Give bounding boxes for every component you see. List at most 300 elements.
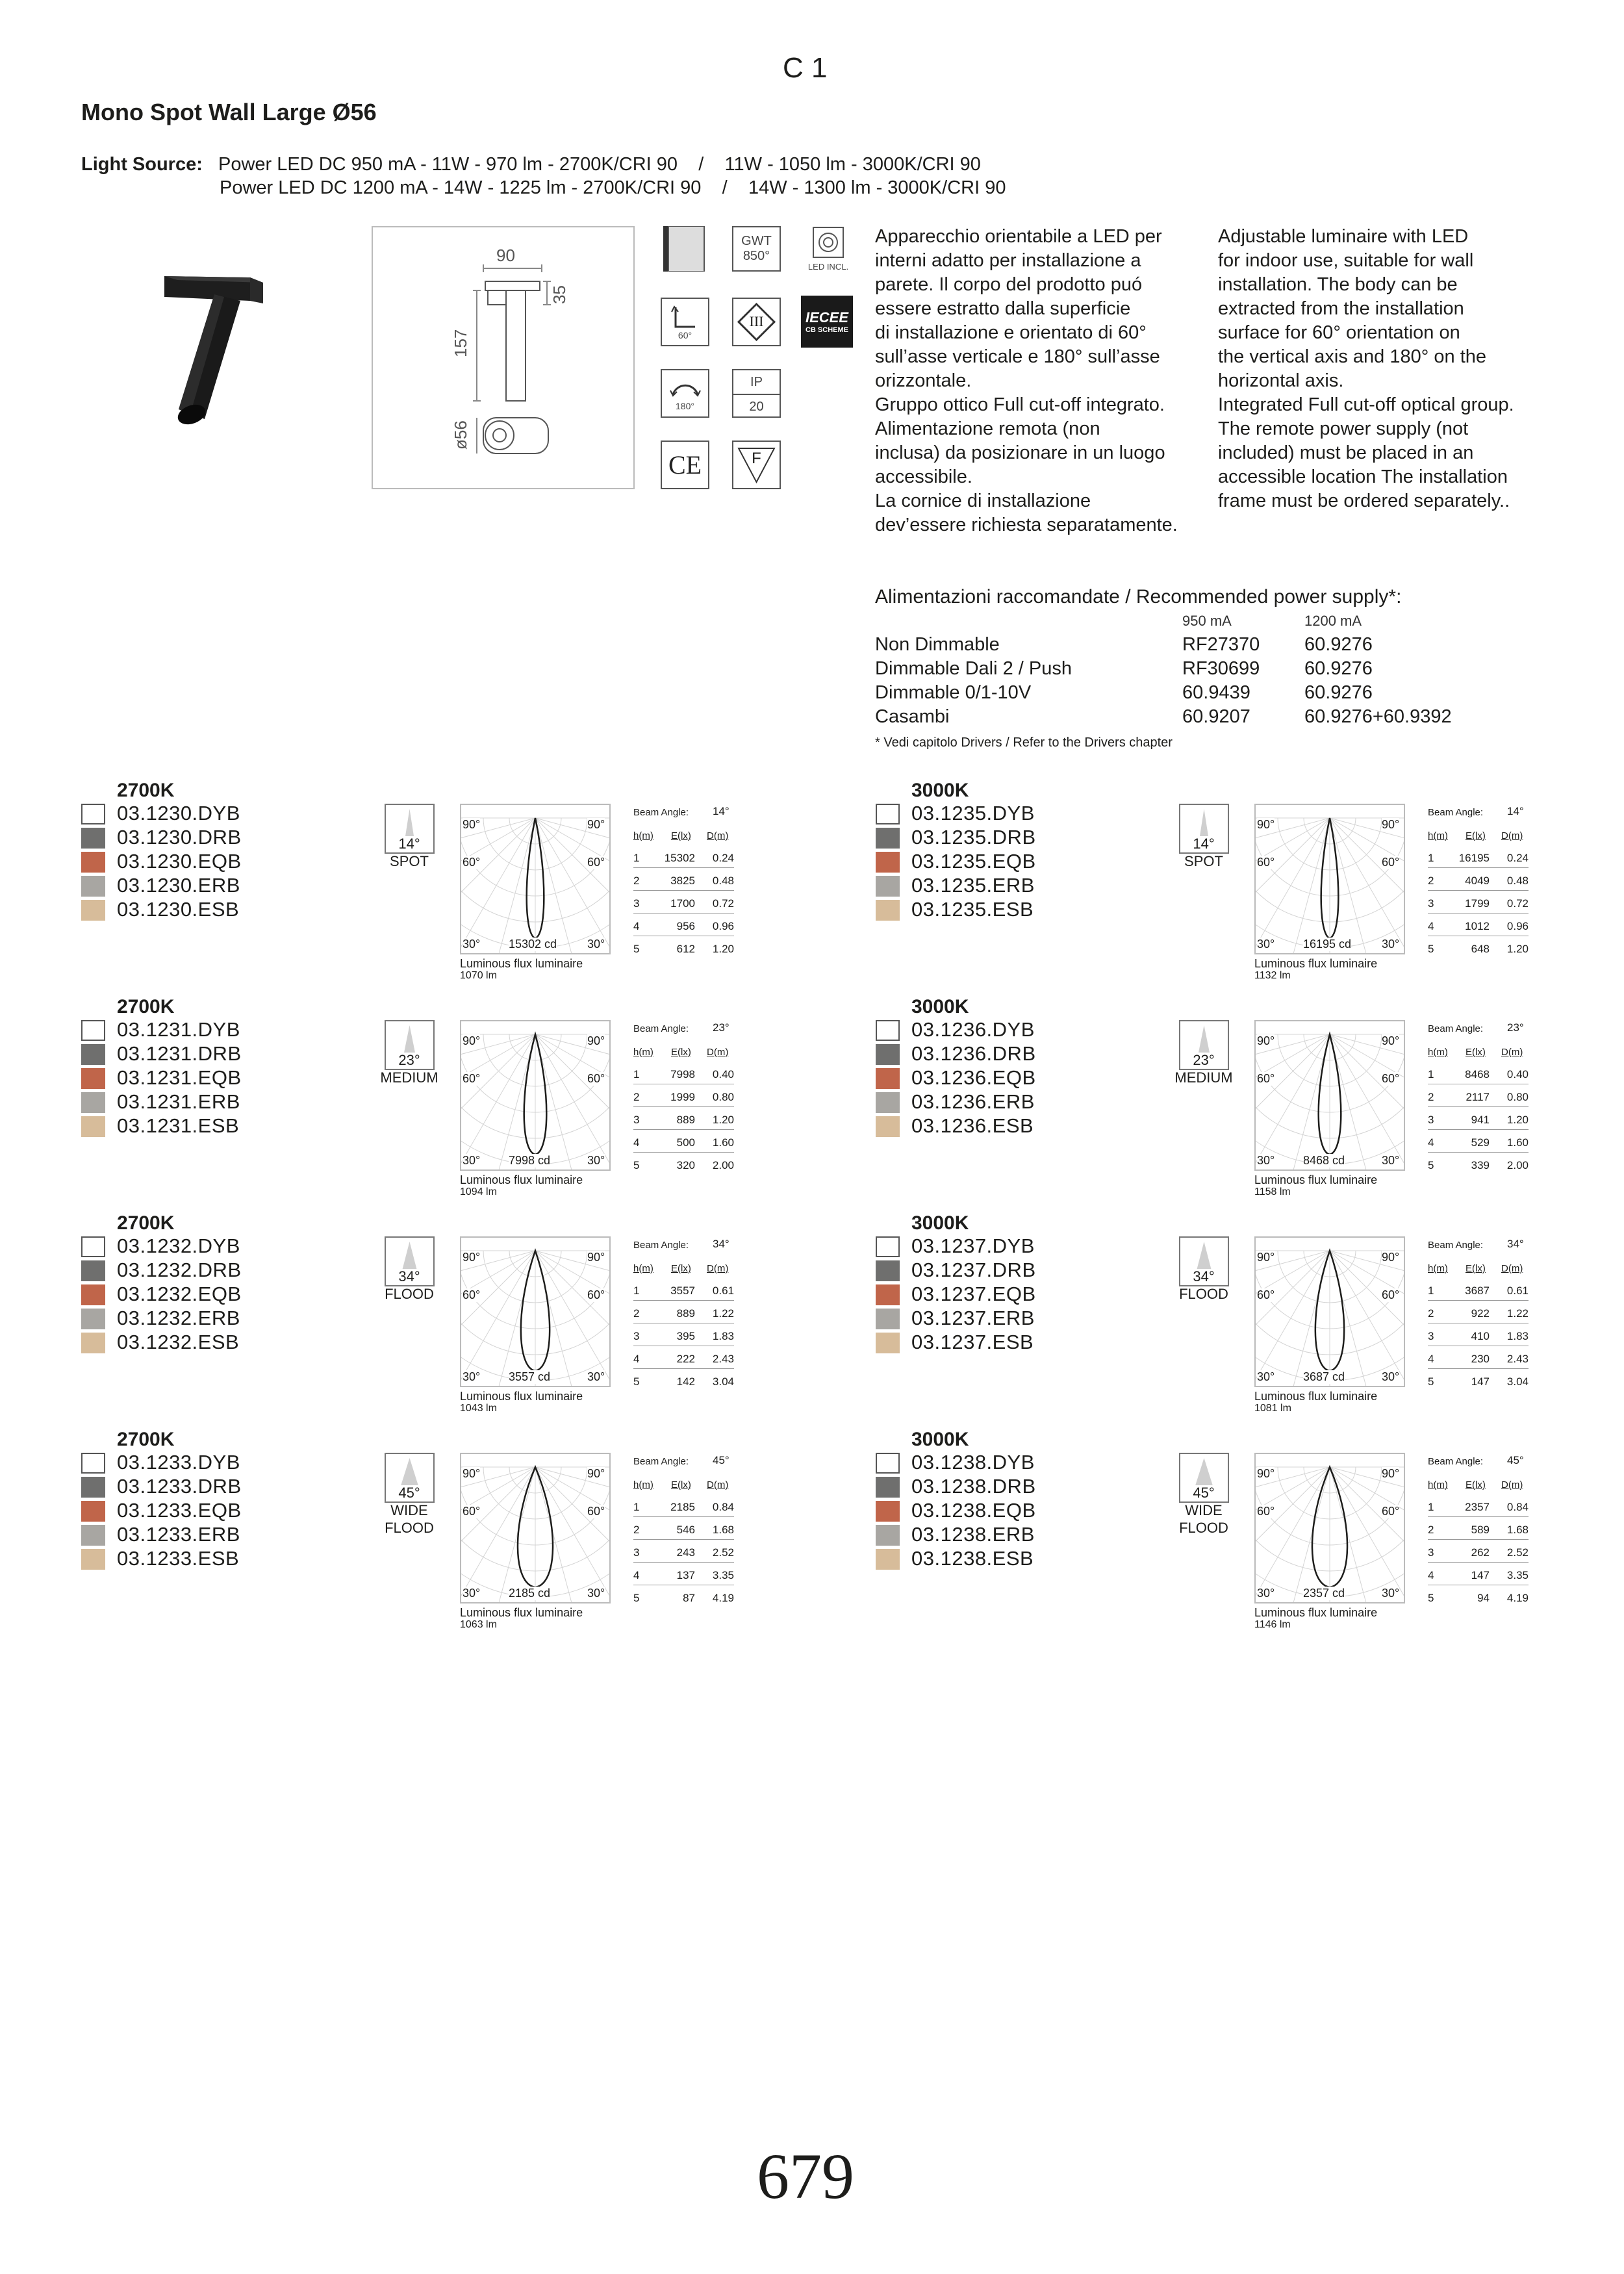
product-code: 03.1238.EQB — [911, 1499, 1036, 1522]
product-code: 03.1237.EQB — [911, 1283, 1036, 1305]
led-incl-label: LED INCL. — [807, 262, 849, 272]
table-cell-d: 4.19 — [1506, 1592, 1529, 1604]
table-cell-d: 2.43 — [712, 1353, 734, 1365]
power-supply-row-name: Dimmable Dali 2 / Push — [875, 658, 1072, 679]
variant-block — [81, 1429, 796, 1643]
product-code: 03.1231.DRB — [117, 1042, 242, 1065]
product-code: 03.1232.ESB — [117, 1331, 240, 1353]
table-header-d: D(m) — [707, 1479, 729, 1490]
light-source-line-2: Power LED DC 1200 mA - 14W - 1225 lm - 2700K/CRI 90 / 14W - 1300 lm - 3000K/CRI 90 — [220, 177, 1006, 198]
table-cell-d: 0.80 — [712, 1091, 734, 1103]
beam-angle-caption: Beam Angle: — [633, 1240, 689, 1251]
table-cell-h: 3 — [1428, 1546, 1434, 1559]
finish-swatch — [876, 1092, 900, 1113]
table-cell-e: 1012 — [1465, 920, 1490, 932]
description-english — [1218, 225, 1556, 513]
iecee-cb-icon — [801, 296, 853, 348]
finish-swatch — [81, 828, 105, 849]
table-cell-e: 8468 — [1465, 1068, 1490, 1080]
table-header-h: h(m) — [1428, 1479, 1448, 1490]
table-cell-d: 0.48 — [712, 875, 734, 887]
table-cell-d: 2.52 — [712, 1546, 734, 1559]
table-row-divider — [633, 890, 734, 891]
beam-angle-label: 45° — [1193, 1485, 1215, 1501]
description-line: The remote power supply (not — [1218, 418, 1469, 439]
table-row-divider — [1428, 1106, 1529, 1107]
power-supply-row-950: 60.9439 — [1182, 682, 1250, 703]
dimension-drawing — [372, 226, 635, 489]
color-temperature: 3000K — [911, 996, 969, 1017]
table-cell-h: 4 — [1428, 1569, 1434, 1581]
luminous-flux-value: 1132 lm — [1254, 970, 1291, 981]
table-cell-d: 1.83 — [712, 1330, 734, 1342]
description-line: accessibile. — [875, 466, 972, 487]
polar-angle-label: 90° — [1257, 1251, 1275, 1264]
description-line: di installazione e orientato di 60° — [875, 322, 1147, 343]
description-line: for indoor use, suitable for wall — [1218, 250, 1474, 271]
finish-swatch — [876, 804, 900, 824]
table-cell-e: 589 — [1471, 1524, 1490, 1536]
luminous-flux-label: Luminous flux luminaire — [1254, 1390, 1378, 1403]
table-cell-h: 3 — [1428, 1330, 1434, 1342]
beam-angle-label: 14° — [398, 836, 420, 852]
polar-angle-label: 30° — [587, 1154, 605, 1167]
table-cell-e: 7998 — [670, 1068, 695, 1080]
description-line: orizzontale. — [875, 370, 972, 391]
table-cell-e: 16195 — [1458, 852, 1490, 864]
rotate-label: 180° — [676, 400, 694, 411]
description-line: frame must be ordered separately.. — [1218, 491, 1510, 511]
dim-width: 90 — [496, 246, 515, 265]
polar-angle-label: 90° — [463, 1034, 481, 1047]
luminous-flux-value: 1146 lm — [1254, 1619, 1291, 1630]
table-cell-e: 648 — [1471, 943, 1490, 955]
description-line: accessible location The installation — [1218, 466, 1508, 487]
table-cell-h: 2 — [633, 1307, 640, 1320]
table-cell-h: 2 — [633, 875, 640, 887]
rotate-180-icon — [661, 369, 709, 418]
variant-block — [81, 780, 796, 994]
table-cell-h: 3 — [633, 1114, 640, 1126]
table-cell-e: 230 — [1471, 1353, 1490, 1365]
table-cell-h: 5 — [1428, 943, 1434, 955]
product-code: 03.1233.DRB — [117, 1475, 242, 1498]
table-cell-h: 1 — [1428, 1501, 1434, 1513]
dim-diameter: ø56 — [451, 420, 470, 450]
polar-angle-label: 90° — [1382, 1467, 1400, 1480]
power-supply-row-1200: 60.9276+60.9392 — [1304, 706, 1452, 727]
polar-angle-label: 90° — [587, 1467, 605, 1480]
polar-angle-label: 60° — [1257, 856, 1275, 869]
finish-swatch — [81, 1236, 105, 1257]
luminous-flux-label: Luminous flux luminaire — [1254, 1173, 1378, 1186]
table-header-d: D(m) — [1501, 830, 1523, 841]
finish-swatch — [81, 1020, 105, 1041]
product-code: 03.1237.ERB — [911, 1307, 1035, 1329]
description-line: Alimentazione remota (non — [875, 418, 1100, 439]
table-row-divider — [633, 1106, 734, 1107]
table-cell-d: 0.80 — [1506, 1091, 1529, 1103]
tilt-label: 60° — [678, 329, 692, 340]
table-header-e: E(lx) — [671, 1479, 691, 1490]
wall-mount-icon — [661, 226, 709, 272]
table-cell-e: 3557 — [670, 1284, 695, 1297]
table-cell-h: 1 — [633, 1284, 640, 1297]
ip-value: 20 — [749, 400, 764, 414]
beam-angle-value: 23° — [1507, 1021, 1524, 1034]
table-cell-h: 3 — [633, 1546, 640, 1559]
table-cell-h: 1 — [633, 1501, 640, 1513]
beam-angle-value: 34° — [713, 1238, 730, 1250]
beam-angle-label: 23° — [398, 1052, 420, 1068]
product-code: 03.1230.ERB — [117, 874, 240, 897]
finish-swatch — [81, 804, 105, 824]
table-cell-h: 4 — [1428, 1136, 1434, 1149]
product-code: 03.1236.ERB — [911, 1090, 1035, 1113]
finish-swatch — [81, 1044, 105, 1065]
color-temperature: 2700K — [117, 1429, 175, 1450]
table-cell-d: 2.00 — [712, 1159, 734, 1171]
table-cell-e: 922 — [1471, 1307, 1490, 1320]
dim-offset: 35 — [550, 285, 569, 304]
table-cell-h: 5 — [1428, 1592, 1434, 1604]
color-temperature: 2700K — [117, 996, 175, 1017]
ce-mark-icon: CE — [661, 441, 709, 489]
product-code: 03.1233.ESB — [117, 1547, 240, 1570]
finish-swatch — [81, 1092, 105, 1113]
table-cell-d: 0.24 — [1506, 852, 1529, 864]
table-cell-e: 2357 — [1465, 1501, 1490, 1513]
table-cell-e: 142 — [676, 1375, 695, 1388]
light-source-label: Light Source: — [81, 154, 203, 175]
table-cell-d: 0.84 — [1506, 1501, 1529, 1513]
luminous-flux-value: 1043 lm — [460, 1403, 497, 1414]
beam-angle-value: 34° — [1507, 1238, 1524, 1250]
table-row-divider — [1428, 1368, 1529, 1369]
product-code: 03.1235.DYB — [911, 802, 1035, 824]
finish-swatch — [876, 1044, 900, 1065]
table-cell-e: 889 — [676, 1307, 695, 1320]
table-cell-h: 3 — [1428, 897, 1434, 910]
finish-swatch — [81, 1525, 105, 1546]
finish-swatch — [876, 1501, 900, 1522]
description-line: the vertical axis and 180° on the — [1218, 346, 1487, 367]
table-row-divider — [1428, 890, 1529, 891]
variant-block — [876, 1212, 1590, 1427]
table-cell-d: 3.04 — [712, 1375, 734, 1388]
variant-block — [876, 780, 1590, 994]
candela-value: 2185 cd — [509, 1587, 551, 1600]
table-cell-h: 5 — [633, 1159, 640, 1171]
table-cell-h: 3 — [633, 1330, 640, 1342]
table-cell-d: 1.20 — [1506, 943, 1529, 955]
table-cell-d: 0.40 — [1506, 1068, 1529, 1080]
power-supply-row-950: RF27370 — [1182, 634, 1260, 655]
table-row-divider — [633, 1152, 734, 1153]
table-cell-h: 2 — [1428, 1524, 1434, 1536]
finish-swatch — [81, 1477, 105, 1498]
table-header-h: h(m) — [633, 1047, 653, 1058]
table-header-d: D(m) — [1501, 1479, 1523, 1490]
class-iii-label: III — [749, 313, 764, 329]
description-line: Gruppo ottico Full cut-off integrato. — [875, 394, 1165, 415]
product-code: 03.1236.DYB — [911, 1018, 1035, 1041]
finish-swatch — [876, 1236, 900, 1257]
table-cell-h: 2 — [1428, 1307, 1434, 1320]
finish-swatch — [876, 852, 900, 873]
ip20-icon — [732, 369, 781, 418]
description-line: Apparecchio orientabile a LED per — [875, 226, 1162, 247]
gwt-label: GWT — [741, 234, 772, 248]
power-supply-col-1200: 1200 mA — [1304, 613, 1362, 629]
product-code: 03.1238.DYB — [911, 1451, 1035, 1474]
power-supply-row-name: Dimmable 0/1-10V — [875, 682, 1032, 703]
beam-angle-value: 23° — [713, 1021, 730, 1034]
finish-swatch — [876, 1549, 900, 1570]
luminous-flux-label: Luminous flux luminaire — [460, 1390, 583, 1403]
table-cell-d: 1.68 — [712, 1524, 734, 1536]
table-header-d: D(m) — [707, 830, 729, 841]
product-code: 03.1235.ERB — [911, 874, 1035, 897]
table-cell-h: 2 — [633, 1091, 640, 1103]
product-code: 03.1231.ERB — [117, 1090, 240, 1113]
description-line: parete. Il corpo del prodotto puó — [875, 274, 1143, 295]
product-code: 03.1231.DYB — [117, 1018, 240, 1041]
table-cell-e: 320 — [676, 1159, 695, 1171]
polar-angle-label: 30° — [1382, 1587, 1400, 1600]
polar-angle-label: 60° — [1382, 1288, 1400, 1301]
product-code: 03.1232.EQB — [117, 1283, 242, 1305]
product-code: 03.1232.ERB — [117, 1307, 240, 1329]
table-cell-d: 2.43 — [1506, 1353, 1529, 1365]
table-cell-e: 3825 — [670, 875, 695, 887]
beam-type-label: FLOOD — [385, 1286, 434, 1302]
product-code: 03.1238.ERB — [911, 1523, 1035, 1546]
product-code: 03.1236.EQB — [911, 1066, 1036, 1089]
finish-swatch — [81, 1284, 105, 1305]
gwt-temp: 850° — [742, 249, 770, 263]
beam-type-label: WIDE FLOOD — [385, 1502, 434, 1536]
table-cell-h: 4 — [633, 920, 640, 932]
table-cell-h: 1 — [633, 852, 640, 864]
luminous-flux-value: 1094 lm — [460, 1186, 497, 1197]
table-cell-d: 0.48 — [1506, 875, 1529, 887]
polar-angle-label: 30° — [463, 938, 481, 951]
table-cell-h: 5 — [1428, 1159, 1434, 1171]
polar-angle-label: 60° — [1257, 1505, 1275, 1518]
finish-swatch — [876, 1260, 900, 1281]
candela-value: 16195 cd — [1303, 938, 1352, 951]
finish-swatch — [876, 1309, 900, 1329]
finish-swatch — [876, 828, 900, 849]
tilt-60-icon — [661, 298, 709, 346]
table-cell-e: 4049 — [1465, 875, 1490, 887]
table-cell-e: 1999 — [670, 1091, 695, 1103]
table-row-divider — [1428, 1539, 1529, 1540]
polar-angle-label: 60° — [587, 1505, 605, 1518]
beam-type-label: SPOT — [1184, 853, 1223, 869]
description-line: essere estratto dalla superficie — [875, 298, 1131, 319]
polar-angle-label: 60° — [463, 1505, 481, 1518]
table-cell-d: 2.52 — [1506, 1546, 1529, 1559]
variant-block — [81, 996, 796, 1210]
beam-type-label: MEDIUM — [380, 1069, 438, 1086]
product-code: 03.1236.DRB — [911, 1042, 1036, 1065]
table-cell-e: 147 — [1471, 1375, 1490, 1388]
table-cell-h: 1 — [1428, 1068, 1434, 1080]
luminous-flux-value: 1070 lm — [460, 970, 497, 981]
table-header-e: E(lx) — [1465, 1047, 1486, 1058]
table-header-e: E(lx) — [1465, 830, 1486, 841]
beam-angle-value: 45° — [1507, 1454, 1524, 1466]
finish-swatch — [81, 852, 105, 873]
table-cell-h: 3 — [633, 897, 640, 910]
beam-angle-caption: Beam Angle: — [1428, 1456, 1484, 1467]
polar-angle-label: 60° — [1382, 856, 1400, 869]
finish-swatch — [81, 1549, 105, 1570]
polar-angle-label: 90° — [463, 818, 481, 831]
table-cell-d: 1.60 — [1506, 1136, 1529, 1149]
description-line: dev’essere richiesta separatamente. — [875, 515, 1178, 535]
table-cell-d: 0.40 — [712, 1068, 734, 1080]
table-cell-e: 410 — [1471, 1330, 1490, 1342]
beam-angle-label: 45° — [398, 1485, 420, 1501]
table-cell-h: 4 — [633, 1569, 640, 1581]
beam-angle-label: 23° — [1193, 1052, 1215, 1068]
table-row-divider — [633, 1300, 734, 1301]
finish-swatch — [81, 900, 105, 921]
candela-value: 15302 cd — [509, 938, 557, 951]
table-cell-d: 1.20 — [1506, 1114, 1529, 1126]
luminous-flux-label: Luminous flux luminaire — [460, 957, 583, 970]
table-header-h: h(m) — [1428, 830, 1448, 841]
power-supply-row-name: Non Dimmable — [875, 634, 1000, 655]
table-cell-h: 1 — [1428, 852, 1434, 864]
product-code: 03.1230.DYB — [117, 802, 240, 824]
description-line: included) must be placed in an — [1218, 442, 1474, 463]
table-row-divider — [633, 867, 734, 868]
table-cell-h: 5 — [633, 943, 640, 955]
polar-angle-label: 30° — [587, 938, 605, 951]
power-supply-row-1200: 60.9276 — [1304, 658, 1373, 679]
table-header-h: h(m) — [633, 830, 653, 841]
polar-angle-label: 90° — [1257, 818, 1275, 831]
table-header-d: D(m) — [707, 1047, 729, 1058]
color-temperature: 2700K — [117, 780, 175, 801]
table-row-divider — [1428, 1129, 1529, 1130]
finish-swatch — [876, 1525, 900, 1546]
beam-type-label: FLOOD — [1179, 1286, 1228, 1302]
table-cell-d: 3.35 — [1506, 1569, 1529, 1581]
table-row-divider — [633, 1368, 734, 1369]
polar-angle-label: 60° — [587, 856, 605, 869]
table-cell-e: 3687 — [1465, 1284, 1490, 1297]
description-line: Integrated Full cut-off optical group. — [1218, 394, 1514, 415]
finish-swatch — [81, 1453, 105, 1474]
polar-angle-label: 90° — [1257, 1467, 1275, 1480]
table-cell-e: 1700 — [670, 897, 695, 910]
beam-angle-caption: Beam Angle: — [1428, 807, 1484, 818]
candela-value: 2357 cd — [1303, 1587, 1345, 1600]
description-italian — [875, 225, 1213, 537]
finish-swatch — [876, 1116, 900, 1137]
product-code: 03.1230.ESB — [117, 898, 240, 921]
product-code: 03.1235.ESB — [911, 898, 1034, 921]
power-supply-row-1200: 60.9276 — [1304, 682, 1373, 703]
table-cell-d: 0.61 — [712, 1284, 734, 1297]
product-code: 03.1232.DYB — [117, 1234, 240, 1257]
product-title: Mono Spot Wall Large Ø56 — [81, 99, 377, 125]
led-included-icon — [802, 226, 854, 273]
page-number: 679 — [757, 2140, 854, 2212]
description-line: horizontal axis. — [1218, 370, 1344, 391]
beam-type-label: WIDE FLOOD — [1179, 1502, 1228, 1536]
polar-angle-label: 30° — [587, 1370, 605, 1383]
luminous-flux-label: Luminous flux luminaire — [460, 1173, 583, 1186]
polar-angle-label: 60° — [463, 1072, 481, 1085]
table-cell-h: 5 — [633, 1375, 640, 1388]
polar-angle-label: 90° — [587, 1034, 605, 1047]
luminous-flux-label: Luminous flux luminaire — [1254, 957, 1378, 970]
table-header-d: D(m) — [1501, 1047, 1523, 1058]
product-code: 03.1230.DRB — [117, 826, 242, 849]
table-cell-e: 243 — [676, 1546, 695, 1559]
table-cell-d: 3.35 — [712, 1569, 734, 1581]
table-row-divider — [1428, 1300, 1529, 1301]
table-cell-d: 1.60 — [712, 1136, 734, 1149]
table-header-e: E(lx) — [671, 1263, 691, 1274]
light-source-line-1: Power LED DC 950 mA - 11W - 970 lm - 2700K/CRI 90 / 11W - 1050 lm - 3000K/CRI 90 — [218, 154, 981, 175]
table-header-e: E(lx) — [671, 830, 691, 841]
polar-angle-label: 30° — [1382, 1370, 1400, 1383]
table-cell-h: 1 — [633, 1068, 640, 1080]
polar-angle-label: 30° — [1257, 938, 1275, 951]
beam-type-label: MEDIUM — [1174, 1069, 1233, 1086]
beam-angle-value: 45° — [713, 1454, 730, 1466]
iecee-label: IECEE — [805, 309, 849, 326]
table-cell-h: 4 — [1428, 1353, 1434, 1365]
description-line: interni adatto per installazione a — [875, 250, 1141, 271]
beam-angle-label: 34° — [398, 1268, 420, 1284]
finish-swatch — [81, 1333, 105, 1353]
description-line: inclusa) da posizionare in un luogo — [875, 442, 1165, 463]
power-supply-note: * Vedi capitolo Drivers / Refer to the Drivers chapter — [875, 735, 1173, 750]
table-cell-e: 529 — [1471, 1136, 1490, 1149]
finish-swatch — [81, 1501, 105, 1522]
product-code: 03.1230.EQB — [117, 850, 242, 873]
iecee-sub-label: CB SCHEME — [805, 326, 848, 334]
table-header-d: D(m) — [1501, 1263, 1523, 1274]
description-line: installation. The body can be — [1218, 274, 1458, 295]
f-mark-icon — [732, 441, 781, 489]
polar-angle-label: 60° — [1382, 1072, 1400, 1085]
table-row-divider — [1428, 1152, 1529, 1153]
finish-swatch — [81, 1260, 105, 1281]
table-cell-e: 546 — [676, 1524, 695, 1536]
table-cell-h: 4 — [633, 1353, 640, 1365]
table-cell-h: 4 — [633, 1136, 640, 1149]
table-cell-e: 339 — [1471, 1159, 1490, 1171]
polar-angle-label: 90° — [587, 818, 605, 831]
description-line: extracted from the installation — [1218, 298, 1464, 319]
table-cell-d: 4.19 — [712, 1592, 734, 1604]
table-cell-d: 1.22 — [1506, 1307, 1529, 1320]
table-cell-e: 500 — [676, 1136, 695, 1149]
description-line: Adjustable luminaire with LED — [1218, 226, 1469, 247]
table-cell-e: 94 — [1477, 1592, 1490, 1604]
f-mark-label: F — [752, 450, 761, 467]
polar-angle-label: 60° — [463, 856, 481, 869]
